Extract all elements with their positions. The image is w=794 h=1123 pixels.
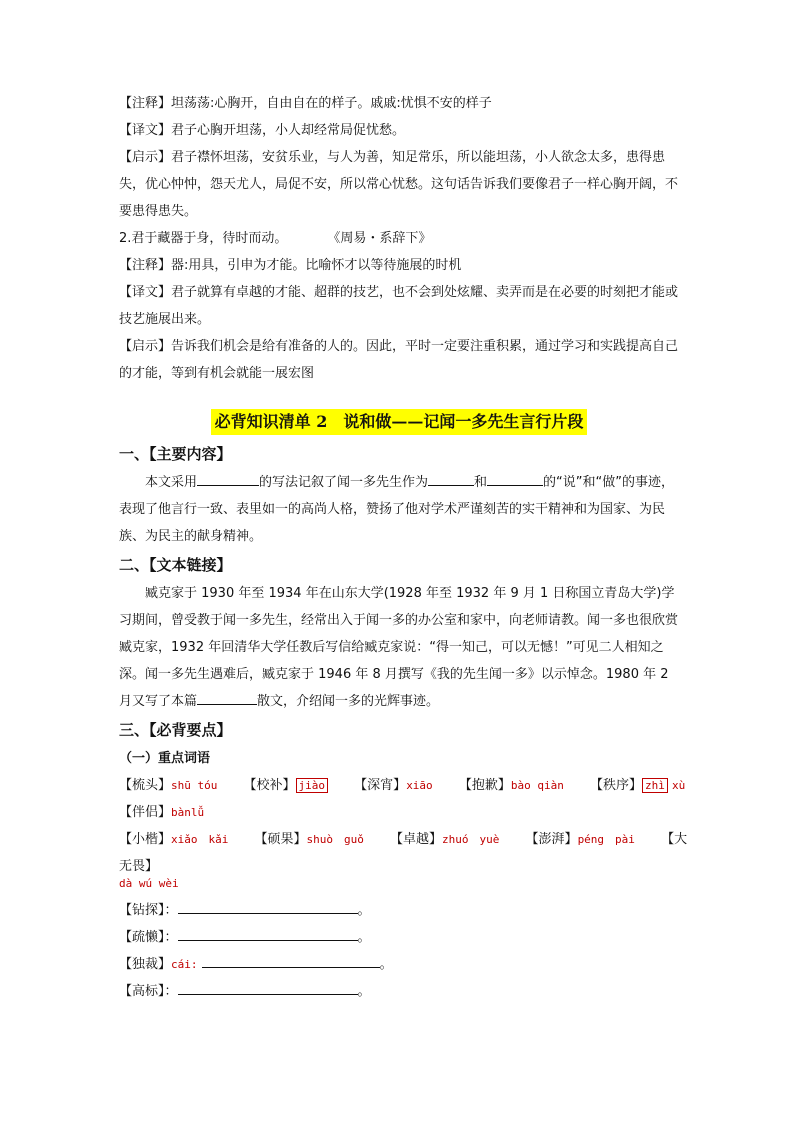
vocab-row-2 (119, 799, 679, 826)
vocab-pinyin: xiāo (406, 779, 433, 792)
vocab-word: 【小楷】 (119, 832, 172, 847)
text-run: 的写法记叙了闻一多先生作为 (259, 475, 429, 490)
vocab-item (119, 832, 228, 847)
translation-paragraph-1: 【译文】君子心胸开坦荡，小人却经常局促忧愁。 (119, 123, 406, 138)
document-page (119, 90, 688, 1005)
vocab-pinyin: jiào (296, 778, 329, 793)
fill-blank[interactable] (428, 471, 474, 486)
fill-blank[interactable] (197, 690, 257, 705)
text-run: 本文采用 (145, 475, 198, 490)
fill-end: 。 (357, 903, 371, 918)
answer-blank[interactable] (178, 899, 358, 914)
fill-label: 【独裁】 (119, 957, 172, 972)
vocab-pinyin: bào qiàn (510, 779, 564, 792)
vocab-item (459, 778, 564, 793)
fill-end: 。 (357, 984, 371, 999)
quote-text: 2.君于藏器于身，待时而动。 (119, 231, 288, 246)
vocab-item (255, 832, 364, 847)
vocab-pinyin: xù (672, 779, 686, 792)
vocab-word: 【抱歉】 (458, 778, 511, 793)
vocab-word: 【校补】 (243, 778, 296, 793)
vocab-word: 【大 (661, 832, 688, 847)
vocab-pinyin: cái: (171, 958, 198, 971)
vocab-pinyin: dà wú wèi (119, 877, 179, 890)
fill-row-ducai (119, 951, 679, 978)
vocab-row-3 (119, 826, 688, 853)
fill-end: 。 (357, 930, 371, 945)
fill-label: 【疏懒】： (119, 930, 178, 945)
fill-blank[interactable] (487, 471, 543, 486)
heading-key-points: 三、【必背要点】 (119, 721, 232, 739)
main-content-paragraph (119, 469, 679, 550)
vocab-pinyin: zhuó yuè (442, 833, 500, 846)
vocab-item (526, 832, 635, 847)
vocab-pinyin: péng pài (577, 833, 635, 846)
text-run: 的“说”和“做”的事迹，表现了他言行一致、表里如一的高尚人格，赞扬了他对学术严谨刻苦的实干精神和为国家、为民族、为民主的献身精神。 (119, 475, 674, 544)
section-title-wrap (119, 409, 679, 435)
section-title: 必背知识清单 2 说和做——记闻一多先生言行片段 (211, 409, 588, 435)
vocab-item (590, 778, 685, 793)
vocab-item (244, 778, 329, 793)
answer-blank[interactable] (178, 980, 358, 995)
quote-source: 《周易・系辞下》 (327, 231, 432, 246)
vocab-word: 【卓越】 (390, 832, 443, 847)
note-paragraph-1: 【注释】坦荡荡:心胸开，自由自在的样子。戚戚:忧惧不安的样子 (119, 96, 492, 111)
vocab-word: 【硕果】 (254, 832, 307, 847)
fill-end: 。 (379, 957, 393, 972)
vocab-pinyin: shuò guǒ (306, 833, 364, 846)
subheading-key-words: （一）重点词语 (119, 751, 211, 766)
vocab-item (119, 778, 217, 793)
insight-paragraph-1: 【启示】君子襟怀坦荡，安贫乐业，与人为善，知足常乐，所以能坦荡，小人欲念太多，患得患失，优心忡忡，怨天尤人，局促不安，所以常心忧愁。这句话告诉我们要像君子一样心胸开阔，不要患得患失。 (119, 150, 679, 219)
fill-row-shulan (119, 924, 679, 951)
heading-main-content: 一、【主要内容】 (119, 445, 232, 463)
text-run: 臧克家于 1930 年至 1934 年在山东大学(1928 年至 1932 年 9 月 1 日称国立青岛大学)学习期间，曾受教于闻一多先生，经常出入于闻一多的办公室和家中，向老师请教。闻一多也很欣赏臧克家，1932 年回清华大学任教后写信给臧克家说：“得一知己，可以无憾！”可见二人相知之深。闻一多先生遇难后，臧克家于 1946 年 8 月撰写《我的先生闻一多》以示悼念。1980 年 2 月又写了本篇 (119, 586, 679, 709)
vocab-pinyin: bànlǚ (171, 806, 205, 819)
heading-text-link: 二、【文本链接】 (119, 556, 232, 574)
vocab-pinyin: zhì (642, 778, 668, 793)
insight-paragraph-2: 【启示】告诉我们机会是给有准备的人的。因此，平时一定要注重积累，通过学习和实践提高自己的才能，等到有机会就能一展宏图 (119, 339, 679, 381)
answer-blank[interactable] (178, 926, 358, 941)
vocab-word: 【深宵】 (354, 778, 407, 793)
vocab-word: 【梳头】 (119, 778, 172, 793)
text-run: 散文，介绍闻一多的光辉事迹。 (257, 694, 440, 709)
vocab-pinyin: xiǎo kǎi (171, 833, 229, 846)
vocab-word: 【秩序】 (589, 778, 642, 793)
vocab-row-1 (119, 772, 686, 799)
vocab-pinyin: shū tóu (171, 779, 218, 792)
text-run: 和 (474, 475, 488, 490)
vocab-item (354, 778, 433, 793)
vocab-word: 无畏】 (119, 859, 159, 874)
fill-row-zuantan (119, 897, 679, 924)
fill-label: 【钻探】： (119, 903, 178, 918)
fill-label: 【高标】： (119, 984, 178, 999)
fill-row-gaobiao (119, 978, 679, 1005)
vocab-word: 【澎湃】 (525, 832, 578, 847)
translation-paragraph-2: 【译文】君子就算有卓越的才能、超群的技艺，也不会到处炫耀、卖弄而是在必要的时刻把才能或技艺施展出来。 (119, 285, 679, 327)
quote-2 (119, 225, 679, 252)
text-link-paragraph (119, 580, 679, 715)
answer-blank[interactable] (202, 953, 380, 968)
vocab-row-4-pinyin (119, 870, 679, 897)
fill-blank[interactable] (197, 471, 259, 486)
vocab-word: 【伴侣】 (119, 805, 172, 820)
vocab-item (390, 832, 499, 847)
note-paragraph-2: 【注释】器:用具，引申为才能。比喻怀才以等待施展的时机 (119, 258, 462, 273)
